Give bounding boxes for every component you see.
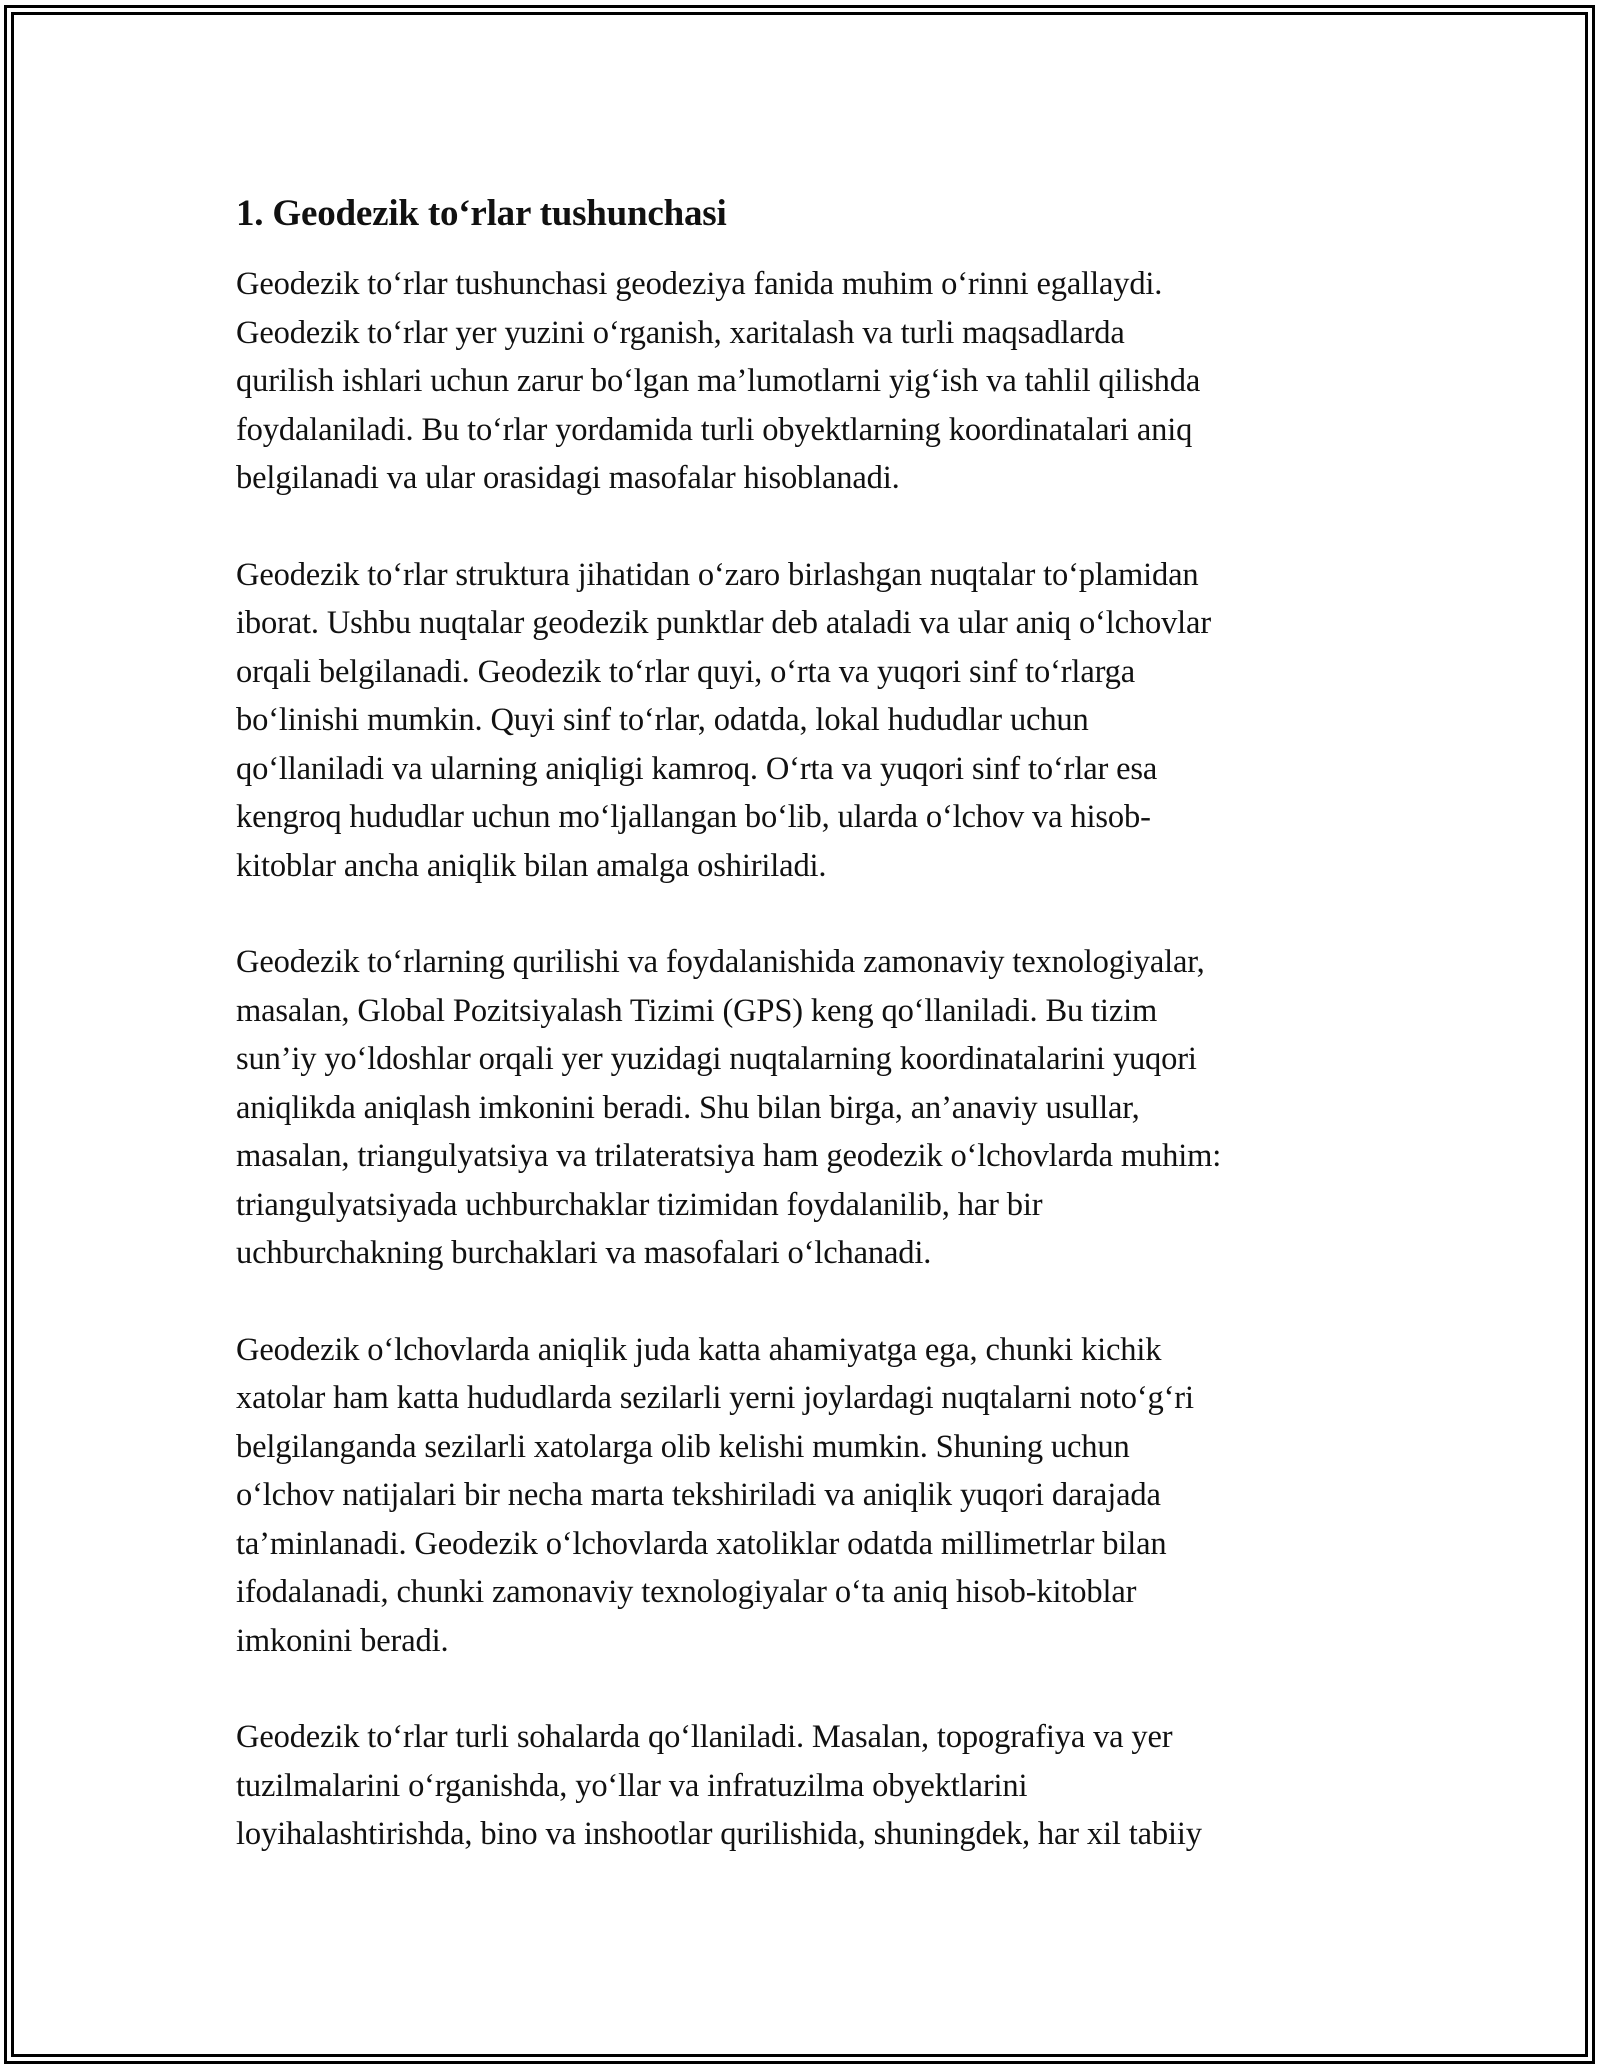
paragraph-4: Geodezik o‘lchovlarda aniqlik juda katta ahamiyatga ega, chunki kichik xatolar ham katta hududlarda sezilarli yerni joylardagi nuqtalarni noto‘g‘ri belgilanganda sezilarli xatolarga olib kelishi mumkin. Shuning uchun o‘lchov natijalari bir necha marta tekshiriladi va aniqlik yuqori darajada ta’minlanadi. Geodezik o‘lchovlarda xatoliklar odatda millimetrlar bilan ifodalanadi, chunki zamonaviy texnologiyalar o‘ta aniq hisob-kitoblar imkonini beradi. bbox=[236, 1331, 1194, 1659]
document-body bbox=[236, 187, 1406, 1859]
paragraph-5: Geodezik to‘rlar turli sohalarda qo‘llaniladi. Masalan, topografiya va yer tuzilmalarini o‘rganishda, yo‘llar va infratuzilma obyektlarini loyihalashtirishda, bino va inshootlar qurilishida, shuningdek, har xil tabiiy bbox=[236, 1719, 1202, 1852]
paragraph-3: Geodezik to‘rlarning qurilishi va foydalanishida zamonaviy texnologiyalar, masalan, Global Pozitsiyalash Tizimi (GPS) keng qo‘llaniladi. Bu tizim sun’iy yo‘ldoshlar orqali yer yuzidagi nuqtalarning koordinatalarini yuqori aniqlikda aniqlash imkonini beradi. Shu bilan birga, an’anaviy usullar, masalan, triangulyatsiya va trilateratsiya ham geodezik o‘lchovlarda muhim: triangulyatsiyada uchburchaklar tizimidan foydalanilib, har bir uchburchakning burchaklari va masofalari o‘lchanadi. bbox=[236, 944, 1222, 1271]
paragraph-2: Geodezik to‘rlar struktura jihatidan o‘zaro birlashgan nuqtalar to‘plamidan iborat. Ushbu nuqtalar geodezik punktlar deb ataladi va ular aniq o‘lchovlar orqali belgilanadi. Geodezik to‘rlar quyi, o‘rta va yuqori sinf to‘rlarga bo‘linishi mumkin. Quyi sinf to‘rlar, odatda, lokal hududlar uchun qo‘llaniladi va ularning aniqligi kamroq. O‘rta va yuqori sinf to‘rlar esa kengroq hududlar uchun mo‘ljallangan bo‘lib, ularda o‘lchov va hisob- kitoblar ancha aniqlik bilan amalga oshiriladi. bbox=[236, 556, 1211, 884]
paragraph-1: Geodezik to‘rlar tushunchasi geodeziya fanida muhim o‘rinni egallaydi. Geodezik to‘rlar yer yuzini o‘rganish, xaritalash va turli maqsadlarda qurilish ishlari uchun zarur bo‘lgan ma’lumotlarni yig‘ish va tahlil qilishda foydalaniladi. Bu to‘rlar yordamida turli obyektlarning koordinatalari aniq belgilanadi va ular orasidagi masofalar hisoblanadi. bbox=[236, 266, 1201, 496]
section-heading: 1. Geodezik to‘rlar tushunchasi bbox=[236, 193, 727, 234]
